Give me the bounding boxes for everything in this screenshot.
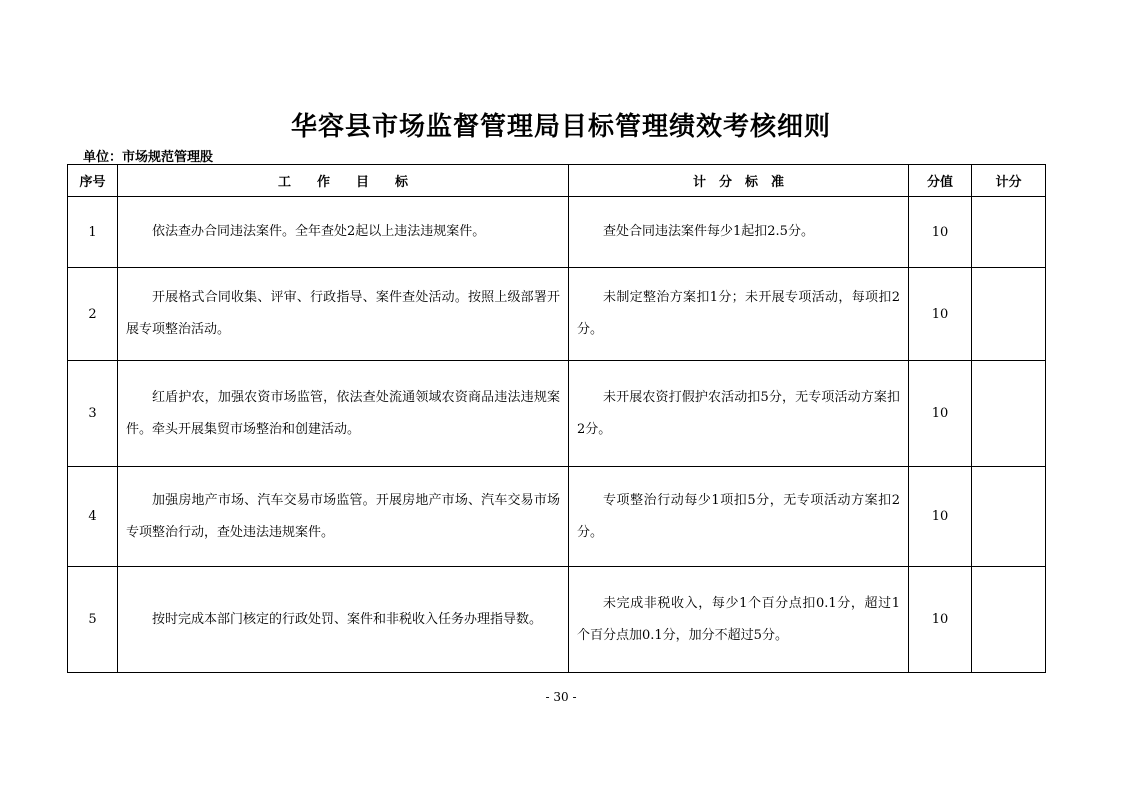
header-goal: 工 作 目 标 bbox=[118, 165, 569, 197]
table-header-row bbox=[68, 165, 1046, 197]
table-row bbox=[68, 467, 1046, 567]
row-index: 5 bbox=[68, 567, 118, 673]
header-score-value: 分值 bbox=[909, 165, 972, 197]
table-row bbox=[68, 268, 1046, 361]
table-row bbox=[68, 361, 1046, 467]
row-index: 3 bbox=[68, 361, 118, 467]
assessment-table bbox=[67, 164, 1046, 673]
row-score bbox=[972, 467, 1046, 567]
header-criteria: 计 分 标 准 bbox=[569, 165, 909, 197]
document-title: 华容县市场监督管理局目标管理绩效考核细则 bbox=[290, 112, 831, 142]
row-goal: 依法查办合同违法案件。全年查处2起以上违法违规案件。 bbox=[118, 197, 569, 268]
row-index: 1 bbox=[68, 197, 118, 268]
row-goal: 按时完成本部门核定的行政处罚、案件和非税收入任务办理指导数。 bbox=[118, 567, 569, 673]
row-score bbox=[972, 567, 1046, 673]
row-value: 10 bbox=[909, 467, 972, 567]
row-goal: 加强房地产市场、汽车交易市场监管。开展房地产市场、汽车交易市场专项整治行动，查处违法违规案件。 bbox=[118, 467, 569, 567]
row-value: 10 bbox=[909, 361, 972, 467]
row-criteria: 未开展农资打假护农活动扣5分，无专项活动方案扣2分。 bbox=[569, 361, 909, 467]
row-goal: 红盾护农，加强农资市场监管，依法查处流通领域农资商品违法违规案件。牵头开展集贸市场整治和创建活动。 bbox=[118, 361, 569, 467]
row-criteria: 专项整治行动每少1项扣5分，无专项活动方案扣2分。 bbox=[569, 467, 909, 567]
page-number: - 30 - bbox=[545, 690, 577, 704]
row-value: 10 bbox=[909, 197, 972, 268]
unit-label: 单位：市场规范管理股 bbox=[83, 150, 214, 165]
row-index: 2 bbox=[68, 268, 118, 361]
header-index: 序号 bbox=[68, 165, 118, 197]
row-value: 10 bbox=[909, 567, 972, 673]
header-score: 计分 bbox=[972, 165, 1046, 197]
table-row bbox=[68, 567, 1046, 673]
table-row bbox=[68, 197, 1046, 268]
row-value: 10 bbox=[909, 268, 972, 361]
row-score bbox=[972, 361, 1046, 467]
row-score bbox=[972, 197, 1046, 268]
row-score bbox=[972, 268, 1046, 361]
row-goal: 开展格式合同收集、评审、行政指导、案件查处活动。按照上级部署开展专项整治活动。 bbox=[118, 268, 569, 361]
row-criteria: 未完成非税收入，每少1个百分点扣0.1分，超过1个百分点加0.1分，加分不超过5分。 bbox=[569, 567, 909, 673]
row-criteria: 未制定整治方案扣1分；未开展专项活动，每项扣2分。 bbox=[569, 268, 909, 361]
row-index: 4 bbox=[68, 467, 118, 567]
row-criteria: 查处合同违法案件每少1起扣2.5分。 bbox=[569, 197, 909, 268]
